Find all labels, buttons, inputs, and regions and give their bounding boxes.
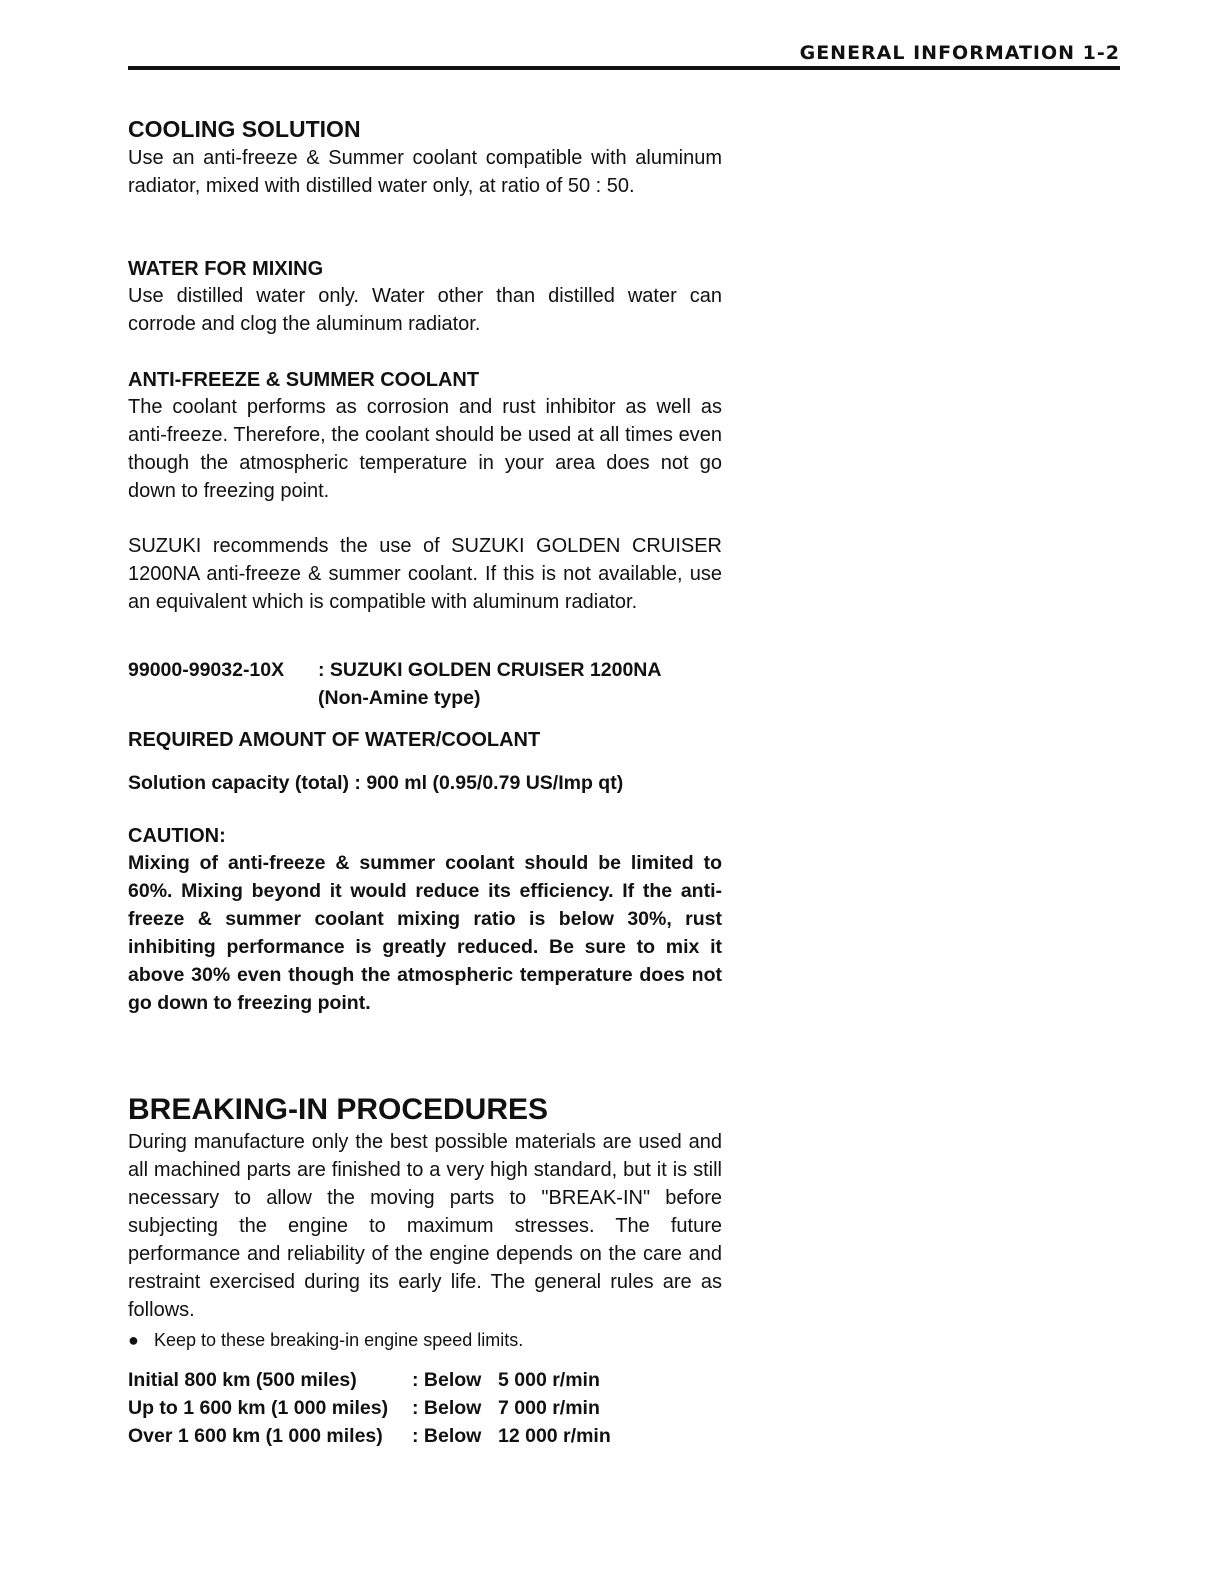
breaking-in-bullet <box>128 1326 722 1354</box>
header-rule <box>128 66 1120 70</box>
antifreeze-section <box>128 367 722 505</box>
speed-limits-table <box>128 1366 611 1450</box>
caution-heading: CAUTION: <box>128 825 226 847</box>
limit-label: : Below <box>412 1369 482 1391</box>
part-description: : SUZUKI GOLDEN CRUISER 1200NA <box>318 659 662 681</box>
part-number-block <box>128 656 722 712</box>
limit-range: Up to 1 600 km (1 000 miles) <box>128 1397 389 1419</box>
caution-text: Mixing of anti-freeze & summer coolant should be limited to 60%. Mixing beyond it would reduce its efficiency. If the anti-freeze & summer coolant mixing ratio is below 30%, rust inhibiting performance is greatly reduced. Be sure to mix it above 30% even though the atmospheric temperature does not go down to freezing point. <box>128 852 722 1014</box>
bullet-text: Keep to these breaking-in engine speed limits. <box>154 1330 524 1350</box>
required-amount-section <box>128 727 722 797</box>
required-amount-heading: REQUIRED AMOUNT OF WATER/COOLANT <box>128 729 541 751</box>
table-row <box>128 1422 611 1450</box>
water-for-mixing-section <box>128 256 722 338</box>
water-for-mixing-heading: WATER FOR MIXING <box>128 258 324 280</box>
page-header-title: GENERAL INFORMATION 1-2 <box>799 42 1120 64</box>
table-row <box>128 1394 611 1422</box>
limit-range: Over 1 600 km (1 000 miles) <box>128 1425 383 1447</box>
limit-value: 12 000 r/min <box>498 1425 611 1447</box>
cooling-solution-text: Use an anti-freeze & Summer coolant compatible with aluminum radiator, mixed with distilled water only, at ratio of 50 : 50. <box>128 147 722 197</box>
table-row <box>128 1366 611 1394</box>
recommendation-section <box>128 532 722 616</box>
antifreeze-text: The coolant performs as corrosion and rust inhibitor as well as anti-freeze. Therefore, the coolant should be used at all times even though the atmospheric temperature in your area does not go down to freezing point. <box>128 396 722 502</box>
bullet-dot: ● <box>128 1330 139 1350</box>
solution-capacity: Solution capacity (total) : 900 ml (0.95/0.79 US/Imp qt) <box>128 772 624 794</box>
cooling-solution-section <box>128 114 722 200</box>
part-spacer <box>128 684 318 712</box>
recommendation-text: SUZUKI recommends the use of SUZUKI GOLDEN CRUISER 1200NA anti-freeze & summer coolant. If this is not available, use an equivalent which is compatible with aluminum radiator. <box>128 535 722 613</box>
water-for-mixing-text: Use distilled water only. Water other than distilled water can corrode and clog the aluminum radiator. <box>128 285 722 335</box>
limit-value: 5 000 r/min <box>498 1369 600 1391</box>
part-number: 99000-99032-10X <box>128 659 285 681</box>
limit-label: : Below <box>412 1425 482 1447</box>
breaking-in-text: During manufacture only the best possible materials are used and all machined parts are finished to a very high standard, but it is still necessary to allow the moving parts to "BREAK-IN" before subjecting the engine to maximum stresses. The future performance and reliability of the engine depends on the care and restraint exercised during its early life. The general rules are as follows. <box>128 1131 722 1321</box>
part-type: (Non-Amine type) <box>318 687 481 709</box>
caution-section <box>128 823 722 1017</box>
limit-label: : Below <box>412 1397 482 1419</box>
breaking-in-section <box>128 1092 722 1450</box>
breaking-in-heading: BREAKING-IN PROCEDURES <box>128 1093 549 1126</box>
limit-range: Initial 800 km (500 miles) <box>128 1369 357 1391</box>
cooling-solution-heading: COOLING SOLUTION <box>128 116 361 142</box>
limit-value: 7 000 r/min <box>498 1397 600 1419</box>
antifreeze-heading: ANTI-FREEZE & SUMMER COOLANT <box>128 369 480 391</box>
